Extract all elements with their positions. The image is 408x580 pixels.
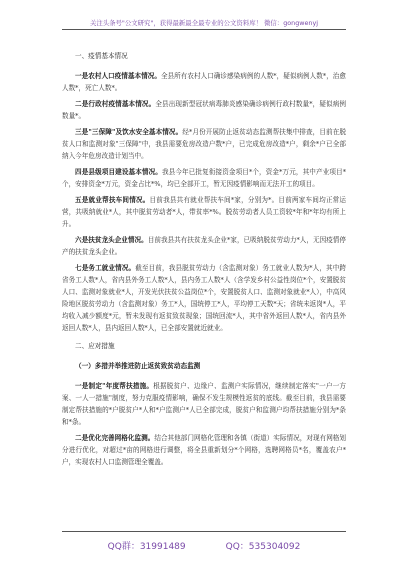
paragraph-assistance-measures (62, 380, 346, 428)
paragraph-three-guarantees (62, 126, 346, 162)
paragraph-village (62, 98, 346, 122)
document-body (62, 50, 346, 472)
paragraph-text: 全县出现新型冠状病毒肺炎感染确诊病例行政村数量*，疑似病例数量*。 (62, 100, 347, 120)
paragraph-leading-enterprises (62, 234, 346, 258)
lead-phrase: 四是县级项目建设基本情况。 (75, 168, 162, 176)
lead-phrase: 二是优化完善网格化监测。 (75, 434, 155, 442)
paragraph-text: 目前我县共有就业帮扶车间*家，分别为*。目前两家车间均正常运营，共吸纳就业*人，其中脱贫劳动者*人，带贫率*%。脱贫劳动者人员工资较*年和*年均有所上升。 (62, 196, 347, 228)
paragraph-workshops (62, 194, 346, 230)
paragraph-text: 结合其他部门网格化管理和各镇（街道）实际情况，对现有网格划分进行优化，对超过*亩的网格进行调整，将全县重新划分*个网格，选聘网格员*名，覆盖农户*户，实现农村人口监测管理全覆盖。 (62, 434, 347, 466)
paragraph-text: 根据脱贫户、边缘户、监测户实际情况，继续制定落实"一户一方案、一人一措施"制度，努力克服疫情影响，确保不发生规模性返贫的底线。截至目前，我县需要制定帮扶措施的*户脱贫户*人和*户监测户*人已全部完成，脱贫户和监测户均帮扶措施分别为*条和*条。 (62, 382, 346, 426)
lead-phrase: 一是农村人口疫情基本情况。 (75, 72, 161, 80)
paragraph-county-projects (62, 166, 346, 190)
paragraph-employment (62, 262, 346, 334)
header-banner: 关注头条号"公文研究"，获得最新最全最专业的公文资料库！ 微信：gongwenyj (89, 19, 319, 27)
footer-rule (62, 531, 346, 532)
paragraph-text: 目前我县共有扶贫龙头企业*家，已吸纳脱贫劳动力*人，无因疫情停产的扶贫龙头企业。 (62, 236, 347, 256)
subsection-title: （一）多措并举推进防止返贫致贫动态监测 (75, 362, 201, 370)
section-title-2: 二、应对措施 (75, 342, 115, 350)
lead-phrase: 二是行政村疫情基本情况。 (75, 100, 156, 108)
section-title-1: 一、疫情基本情况 (75, 52, 128, 60)
lead-phrase: 六是扶贫龙头企业情况。 (75, 236, 148, 244)
lead-phrase: 七是务工就业情况。 (75, 264, 136, 272)
paragraph-grid-monitoring (62, 432, 346, 468)
header-rule (62, 29, 346, 30)
footer-contact (0, 539, 408, 552)
paragraph-text: 我县今年已批复衔接资金项目*个，资金*万元，其中产业项目*个，安排资金*万元，资金占比*%，均已全部开工，暂无因疫情影响而无法开工的项目。 (62, 168, 347, 188)
paragraph-text: 全县所有农村人口确诊感染病例的人数*，疑似病例人数*，治愈人数*，死亡人数*。 (62, 72, 347, 92)
paragraph-rural-population (62, 70, 346, 94)
paragraph-text: 截至目前，我县脱贫劳动力（含监测对象）务工就业人数为*人，其中跨省务工人数*人，省内县外务工人数*人，县内务工人数*人（含学发乡村公益性岗位*个，安置脱贫人口、监测对象就业*人，开发光伏扶贫公益岗位*个，安置脱贫人口、监测对象就业*人），中高风险地区脱贫劳动力（含监测对象）务工*人，国统停工*人，平均停工天数*天；省统未返岗*人，平均收入减少额度*元，暂未发现有返贫致贫现象；国统回流*人，其中省外返回人数*人，省内县外返回人数*人，县内返回人数*人，已全部安置就近就业。 (62, 264, 346, 332)
lead-phrase: 五是就业帮扶车间情况。 (75, 196, 150, 204)
lead-phrase: 一是制定"年度帮扶措施。 (75, 382, 154, 390)
qq-number: QQ：535304092 (225, 542, 301, 552)
qq-group: QQ群：31991489 (107, 542, 186, 552)
paragraph-text: 经*月份开展防止返贫动态监测帮扶集中排查，目前在脱贫人口和监测对象"三保障"中，我县需要危房改造户数*户，已完成危房改造*户，剩余*户已全部纳入今年危房改造计划当中。 (62, 128, 347, 160)
lead-phrase: 三是"三保障"及饮水安全基本情况。 (75, 128, 183, 136)
